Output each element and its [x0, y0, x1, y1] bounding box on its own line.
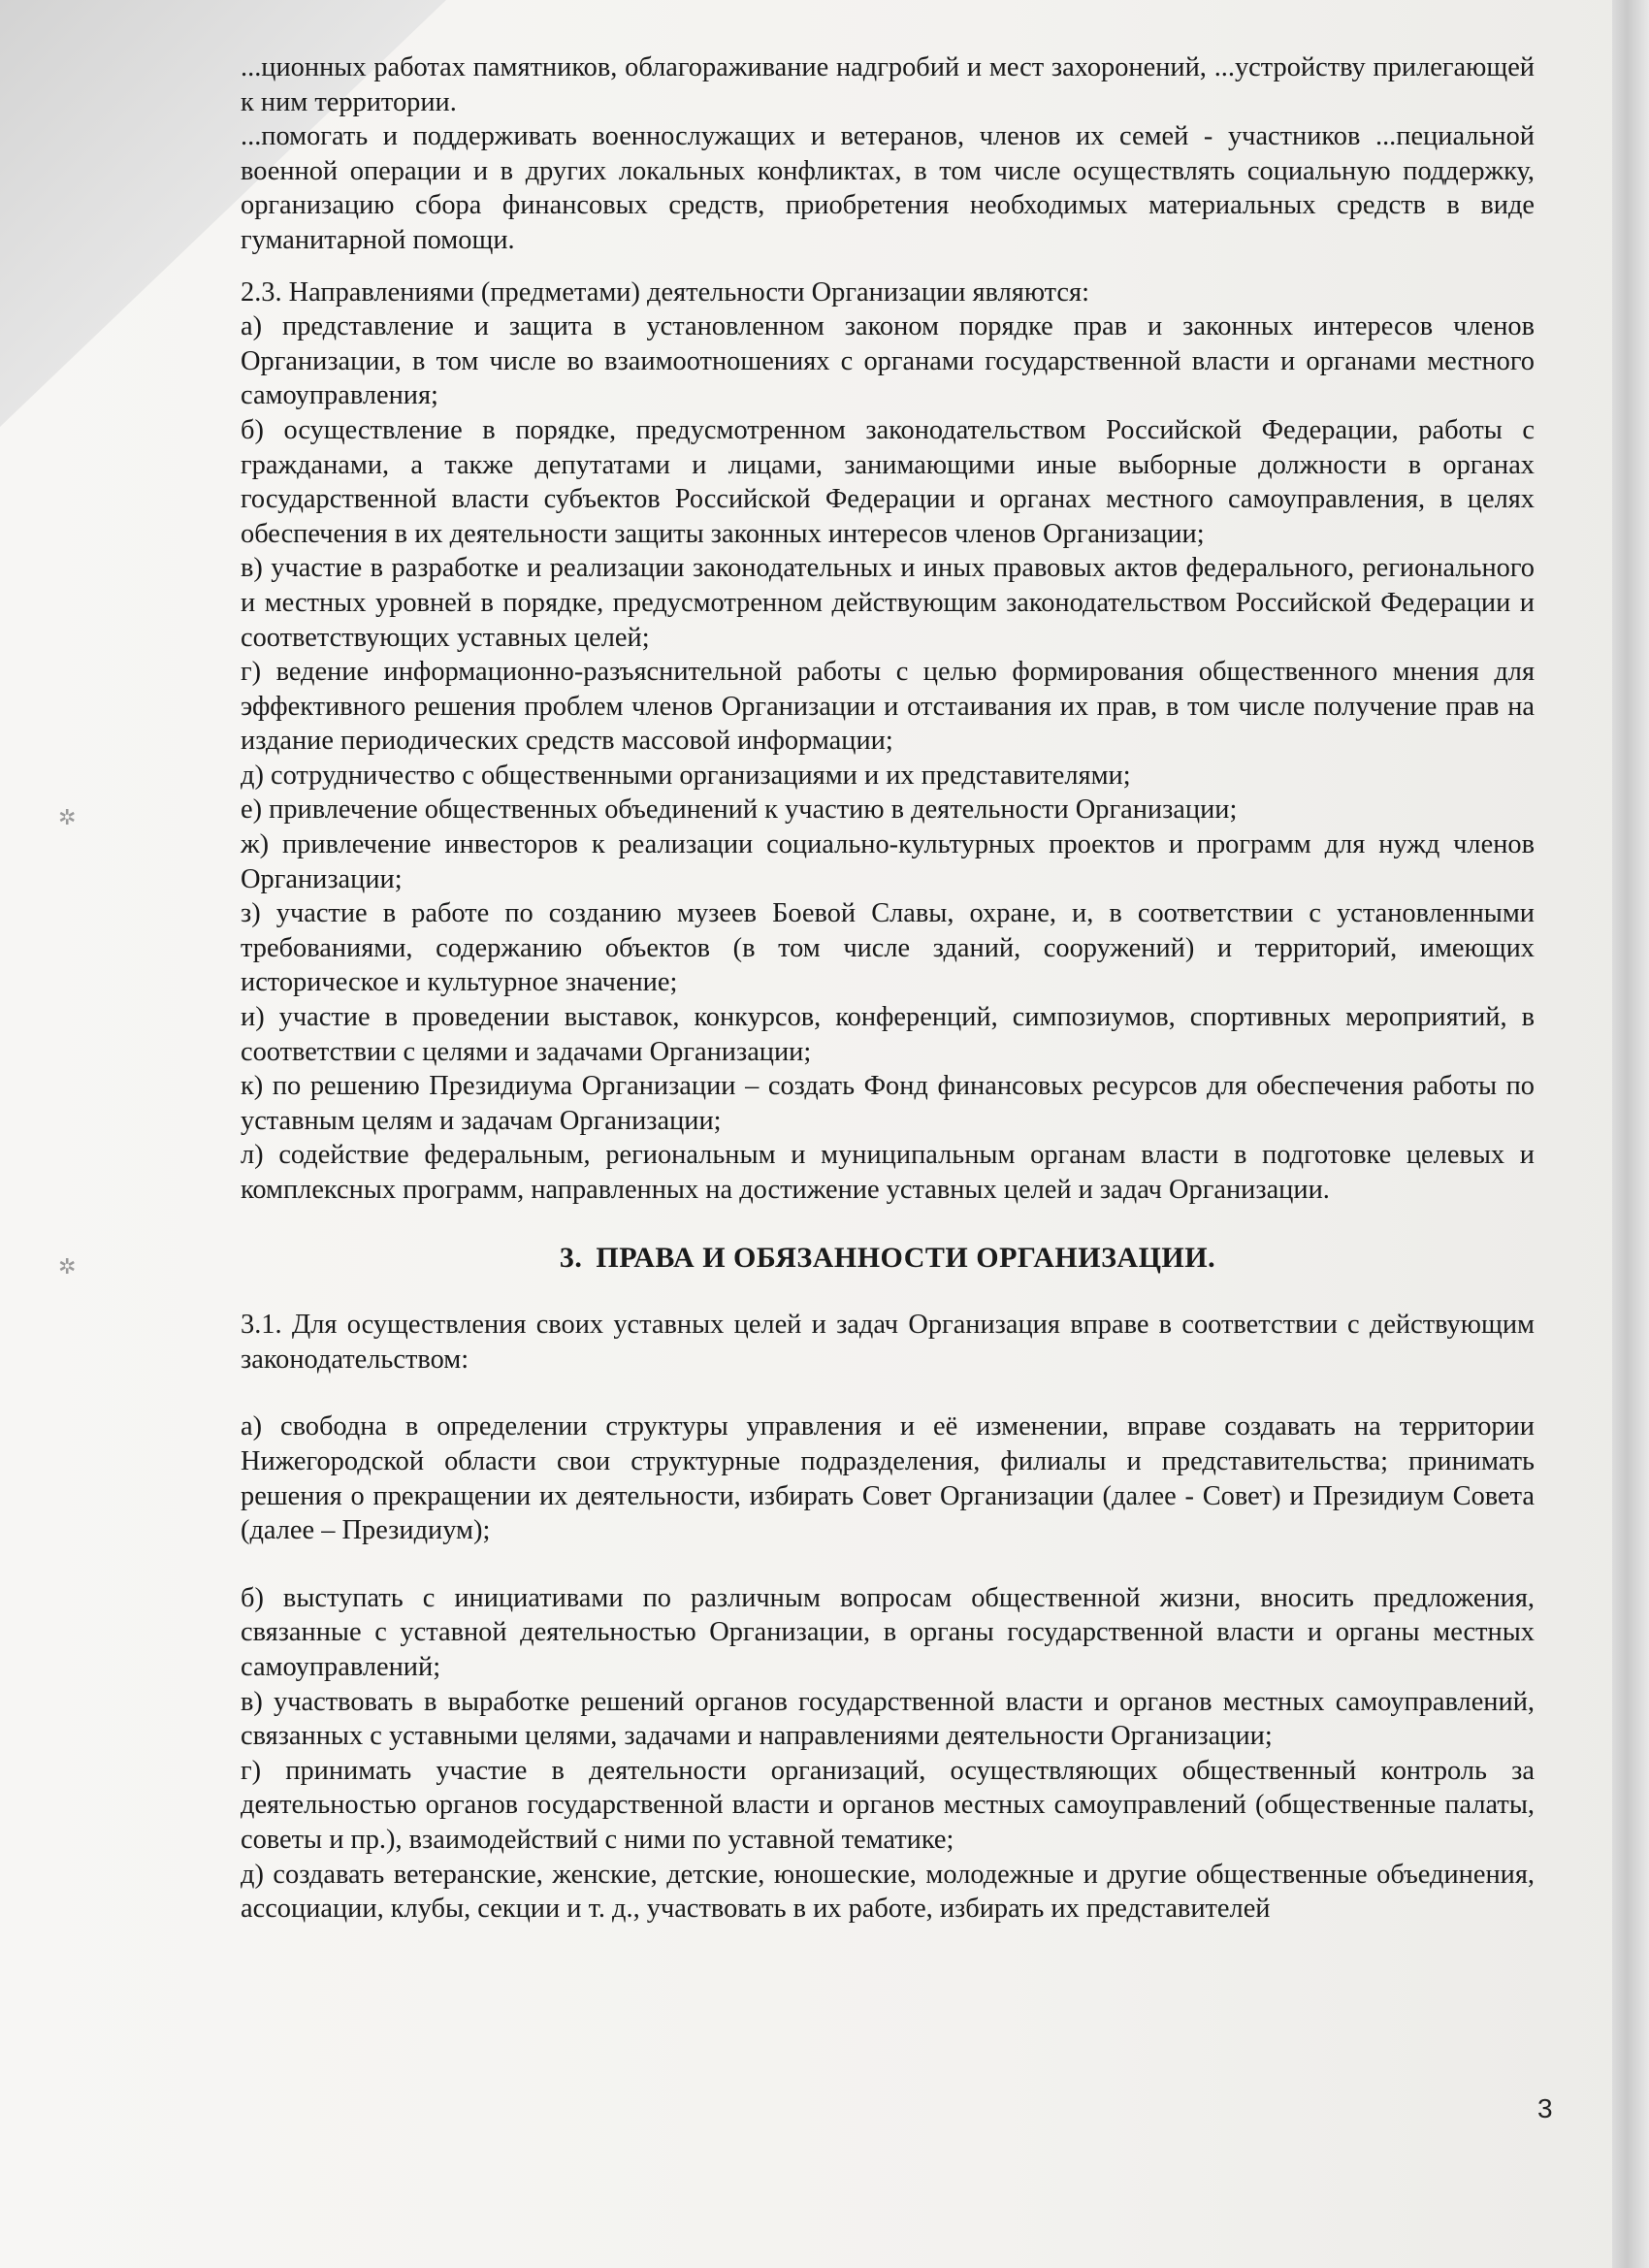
list-item: ж) привлечение инвесторов к реализации социально-культурных проектов и программ для нужд членов Организации; — [241, 829, 1535, 894]
scan-speck: ✲ — [58, 1254, 77, 1279]
list-item: г) ведение информационно-разъяснительной работы с целью формирования общественного мнения для эффективного решения проблем членов Организации и отстаивания их прав, в том числе получение прав на издание периодических средств массовой информации; — [241, 657, 1535, 757]
section-2-3-heading: 2.3. Направлениями (предметами) деятельности Организации являются: — [241, 276, 1089, 308]
page-number: 3 — [1537, 2093, 1553, 2123]
section-3-title — [241, 1241, 1535, 1276]
list-item: и) участие в проведении выставок, конкурсов, конференций, симпозиумов, спортивных мероприятий, в соответствии с целями и задачами Организации; — [241, 1002, 1535, 1067]
document-body — [241, 50, 1535, 1927]
list-item: г) принимать участие в деятельности организаций, осуществляющих общественный контроль за деятельностью органов государственной власти и органов местных самоуправлений (общественные палаты, советы и пр.), взаимодействий с ними по уставной тематике; — [241, 1755, 1535, 1855]
list-item: б) осуществление в порядке, предусмотренном законодательством Российской Федерации, работы с гражданами, а также депутатами и лицами, занимающими иные выборные должности в органах государственной власти субъектов Российской Федерации и органах местного самоуправления, в целях обеспечения в их деятельности защиты законных интересов членов Организации; — [241, 414, 1535, 549]
list-item: к) по решению Президиума Организации – создать Фонд финансовых ресурсов для обеспечения работы по уставным целям и задачам Организации; — [241, 1071, 1535, 1136]
intro-paragraph: ...ционных работах памятников, облагораживание надгробий и мест захоронений, ...устройству прилегающей к ним территории. — [241, 52, 1535, 117]
list-item: б) выступать с инициативами по различным вопросам общественной жизни, вносить предложения, связанные с уставной деятельностью Организации, в органы государственной власти и органы местных самоуправлений; — [241, 1582, 1535, 1682]
list-item: в) участвовать в выработке решений органов государственной власти и органов местных самоуправлений, связанных с уставными целями, задачами и направлениями деятельности Организации; — [241, 1686, 1535, 1752]
intro-paragraph: ...помогать и поддерживать военнослужащих и ветеранов, членов их семей - участников ...пециальной военной операции и в других локальных конфликтах, в том числе осуществлять социальную поддержку, организацию сбора финансовых средств, приобретения необходимых материальных средств в виде гуманитарной помощи. — [241, 121, 1535, 255]
list-item: е) привлечение общественных объединений к участию в деятельности Организации; — [241, 794, 1238, 826]
list-item: а) свободна в определении структуры управления и её изменении, вправе создавать на территории Нижегородской области свои структурные подразделения, филиалы и представительства; принимать решения о прекращении их деятельности, избирать Совет Организации (далее - Совет) и Президиум Совета (далее – Президиум); — [241, 1411, 1535, 1546]
scan-right-edge — [1612, 0, 1649, 2268]
list-item: а) представление и защита в установленном законом порядке прав и законных интересов членов Организации, в том числе во взаимоотношениях с органами государственной власти и органами местного самоуправления; — [241, 311, 1535, 411]
list-item: з) участие в работе по созданию музеев Боевой Славы, охране, и, в соответствии с установленными требованиями, содержанию объектов (в том числе зданий, сооружений) и территорий, имеющих историческое и культурное значение; — [241, 898, 1535, 998]
list-item: л) содействие федеральным, региональным и муниципальным органам власти в подготовке целевых и комплексных программ, направленных на достижение уставных целей и задач Организации. — [241, 1140, 1535, 1205]
list-item: в) участие в разработке и реализации законодательных и иных правовых актов федерального, регионального и местных уровней в порядке, предусмотренном действующим законодательством Российской Федерации и соответствующих уставных целей; — [241, 553, 1535, 653]
scan-speck: ✲ — [58, 805, 77, 829]
section-title-text: ПРАВА И ОБЯЗАННОСТИ ОРГАНИЗАЦИИ. — [596, 1241, 1216, 1274]
list-item: д) создавать ветеранские, женские, детские, юношеские, молодежные и другие общественные объединения, ассоциации, клубы, секции и т. д., участвовать в их работе, избирать их представителей — [241, 1859, 1535, 1925]
list-item: д) сотрудничество с общественными организациями и их представителями; — [241, 760, 1131, 791]
section-3-intro: 3.1. Для осуществления своих уставных целей и задач Организация вправе в соответствии с действующим законодательством: — [241, 1310, 1535, 1375]
section-number: 3. — [559, 1241, 583, 1274]
